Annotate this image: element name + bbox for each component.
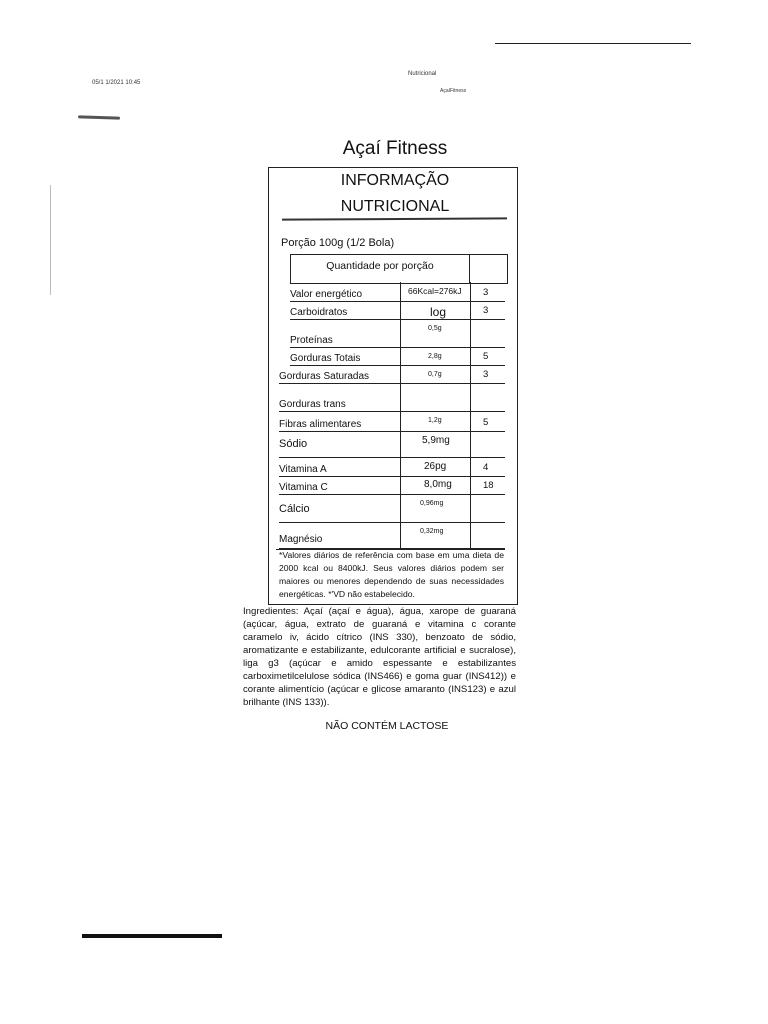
table-row [290,320,505,348]
nutrient-name: Carboidratos [290,307,348,318]
column-separator [470,412,471,432]
portion-size: Porção 100g (1/2 Bola) [281,237,395,249]
bottom-rule [82,934,222,938]
table-row [290,348,505,366]
column-separator [400,348,401,366]
column-separator [470,348,471,366]
column-separator [470,320,471,348]
nutrient-value: 8,0mg [424,479,452,490]
nutrient-value: 5,9mg [422,435,450,446]
nutrient-value: log [430,305,447,319]
nutrient-name: Magnésio [279,534,323,545]
daily-value: 18 [483,480,494,491]
daily-value: 4 [483,462,489,473]
nutrient-name: Gorduras trans [279,399,346,410]
ingredients: Ingredientes: Açaí (açaí e água), água, xarope de guaraná (açúcar, água, extrato de guaraná e vitamina c corante caramelo iv, ácido cítrico (INS 330), benzoato de sódio, aromatizante e estabilizante, edulcorante artificial e sucralose), liga g3 (açúcar e amido espessante e estabilizantes carboximetilcelulose sódica (INS466) e goma guar (INS412)) e corante alimentício (açúcar e glicose amaranto (INS123) e azul brilhante (INS 133)). [243,606,516,708]
quantity-header-box [290,254,508,284]
column-separator [470,384,471,412]
nutrient-name: Vitamina A [279,464,327,475]
column-separator [470,477,471,495]
table-row [279,384,505,412]
nutrient-value: 1,2g [428,417,442,424]
nutrient-name: Proteínas [290,335,333,346]
daily-value: 3 [483,305,489,316]
page-name: Nutricional [408,71,437,77]
nutrient-name: Valor energético [290,289,363,300]
brand-small: AçaíFitness [440,88,467,94]
table-row [279,523,505,549]
table-row [279,495,505,523]
daily-value: 3 [483,369,489,380]
daily-value: 5 [483,417,489,428]
nutrient-value: 66Kcal=276kJ [408,286,462,296]
scan-smudge [78,115,120,119]
nutrition-heading-line1: INFORMAÇÃO [340,172,450,189]
nutrient-name: Fibras alimentares [279,419,362,430]
nutrient-value: 0,96mg [420,500,444,507]
column-separator [470,282,471,302]
table-row [279,458,505,477]
product-title: Açaí Fitness [342,138,448,159]
daily-value: 3 [483,287,489,298]
nutrient-value: 26pg [424,461,447,472]
column-separator [470,366,471,384]
column-separator [400,384,401,412]
column-separator [400,477,401,495]
column-separator [400,432,401,458]
column-separator [470,495,471,523]
top-rule [495,43,691,44]
column-separator [400,458,401,477]
nutrient-value: 0,5g [428,325,442,332]
table-row [279,432,505,458]
column-separator [400,495,401,523]
daily-value: 5 [483,351,489,362]
column-separator [470,523,471,549]
column-separator [470,458,471,477]
column-separator [400,412,401,432]
table-row [279,366,505,384]
table-row [290,302,505,320]
nutrient-name: Cálcio [279,503,310,515]
nutrient-name: Gorduras Totais [290,353,361,364]
lactose-notice: NÃO CONTÉM LACTOSE [325,720,449,732]
scan-edge-line [50,185,51,295]
column-separator [400,282,401,302]
table-row [279,477,505,495]
nutrient-value: 0,7g [428,371,442,378]
column-separator [400,302,401,320]
nutrient-name: Sódio [279,438,308,450]
nutrient-name: Gorduras Saturadas [279,371,370,382]
nutrition-heading-line2: NUTRICIONAL [340,198,450,215]
column-separator [470,302,471,320]
column-separator [400,320,401,348]
nutrient-value: 0,32mg [420,528,444,535]
table-row [279,412,505,432]
print-timestamp: 05/1 1/2021 10:45 [92,80,141,86]
column-separator [470,432,471,458]
footnote: *Valores diários de referência com base em uma dieta de 2000 kcal ou 8400kJ. Seus valores diários podem ser maiores ou menores dependendo de suas necessidades energéticas. *'VD não estabelecido. [279,550,504,599]
nutrition-heading [268,168,522,220]
quantity-header: Quantidade por porção [291,255,470,283]
column-separator [400,523,401,549]
nutrient-name: Vitamina C [279,482,328,493]
nutrient-value: 2,8g [428,353,442,360]
column-separator [400,366,401,384]
table-row [290,282,505,302]
